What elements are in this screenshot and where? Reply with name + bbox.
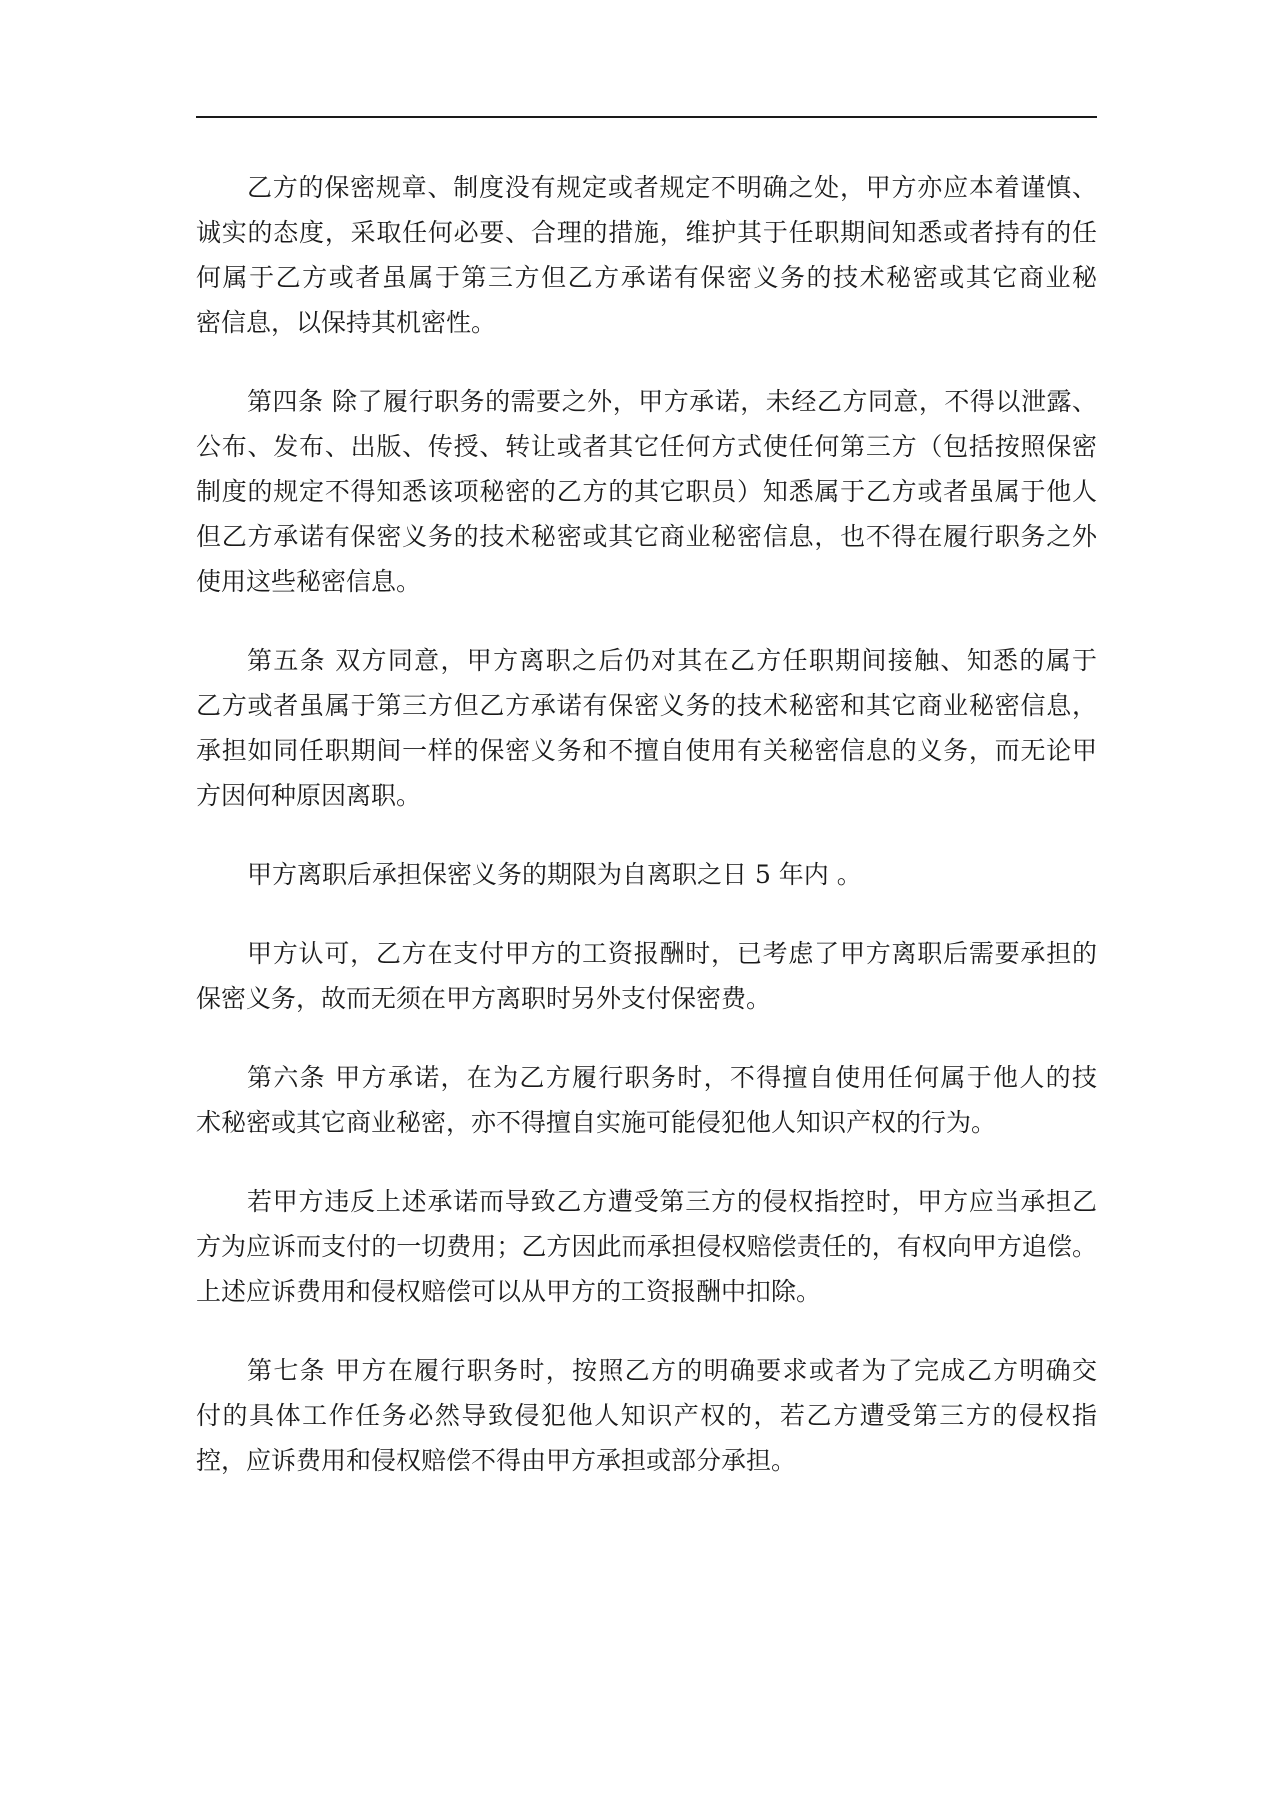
paragraph-line: 使用这些秘密信息。 [196, 567, 422, 596]
paragraph-confidentiality-fee [196, 931, 1097, 1021]
article-5 [196, 638, 1097, 818]
paragraph-line: 第六条 甲方承诺，在为乙方履行职务时，不得擅自使用任何属于他人的技 [247, 1063, 1097, 1092]
paragraph-confidentiality-diligence [196, 165, 1097, 345]
paragraph-infringement-liability [196, 1179, 1097, 1314]
paragraph-line: 密信息，以保持其机密性。 [196, 308, 497, 337]
paragraph-line: 乙方的保密规章、制度没有规定或者规定不明确之处，甲方亦应本着谨慎、 [247, 173, 1097, 202]
paragraph-line: 方为应诉而支付的一切费用；乙方因此而承担侵权赔偿责任的，有权向甲方追偿。 [196, 1232, 1097, 1261]
header-rule [196, 116, 1097, 118]
paragraph-line: 何属于乙方或者虽属于第三方但乙方承诺有保密义务的技术秘密或其它商业秘 [196, 263, 1097, 292]
paragraph-line: 付的具体工作任务必然导致侵犯他人知识产权的，若乙方遭受第三方的侵权指 [196, 1401, 1097, 1430]
paragraph-line: 若甲方违反上述承诺而导致乙方遭受第三方的侵权指控时，甲方应当承担乙 [247, 1187, 1097, 1216]
paragraph-line: 甲方离职后承担保密义务的期限为自离职之日 5 年内 。 [247, 860, 862, 889]
paragraph-line: 保密义务，故而无须在甲方离职时另外支付保密费。 [196, 984, 772, 1013]
paragraph-confidentiality-period [196, 852, 1097, 897]
paragraph-line: 第四条 除了履行职务的需要之外，甲方承诺，未经乙方同意，不得以泄露、 [247, 387, 1097, 416]
paragraph-line: 上述应诉费用和侵权赔偿可以从甲方的工资报酬中扣除。 [196, 1277, 822, 1306]
paragraph-line: 公布、发布、出版、传授、转让或者其它任何方式使任何第三方（包括按照保密 [196, 432, 1097, 461]
document-body [196, 165, 1097, 1517]
article-7 [196, 1348, 1097, 1483]
paragraph-line: 控，应诉费用和侵权赔偿不得由甲方承担或部分承担。 [196, 1446, 797, 1475]
paragraph-line: 第五条 双方同意，甲方离职之后仍对其在乙方任职期间接触、知悉的属于 [247, 646, 1097, 675]
paragraph-line: 甲方认可，乙方在支付甲方的工资报酬时，已考虑了甲方离职后需要承担的 [247, 939, 1097, 968]
paragraph-line: 方因何种原因离职。 [196, 781, 422, 810]
paragraph-line: 承担如同任职期间一样的保密义务和不擅自使用有关秘密信息的义务，而无论甲 [196, 736, 1097, 765]
article-6 [196, 1055, 1097, 1145]
paragraph-line: 术秘密或其它商业秘密，亦不得擅自实施可能侵犯他人知识产权的行为。 [196, 1108, 997, 1137]
paragraph-line: 诚实的态度，采取任何必要、合理的措施，维护其于任职期间知悉或者持有的任 [196, 218, 1097, 247]
paragraph-line: 乙方或者虽属于第三方但乙方承诺有保密义务的技术秘密和其它商业秘密信息， [196, 691, 1097, 720]
article-4 [196, 379, 1097, 604]
paragraph-line: 但乙方承诺有保密义务的技术秘密或其它商业秘密信息，也不得在履行职务之外 [196, 522, 1097, 551]
paragraph-line: 第七条 甲方在履行职务时，按照乙方的明确要求或者为了完成乙方明确交 [247, 1356, 1097, 1385]
paragraph-line: 制度的规定不得知悉该项秘密的乙方的其它职员）知悉属于乙方或者虽属于他人 [196, 477, 1097, 506]
